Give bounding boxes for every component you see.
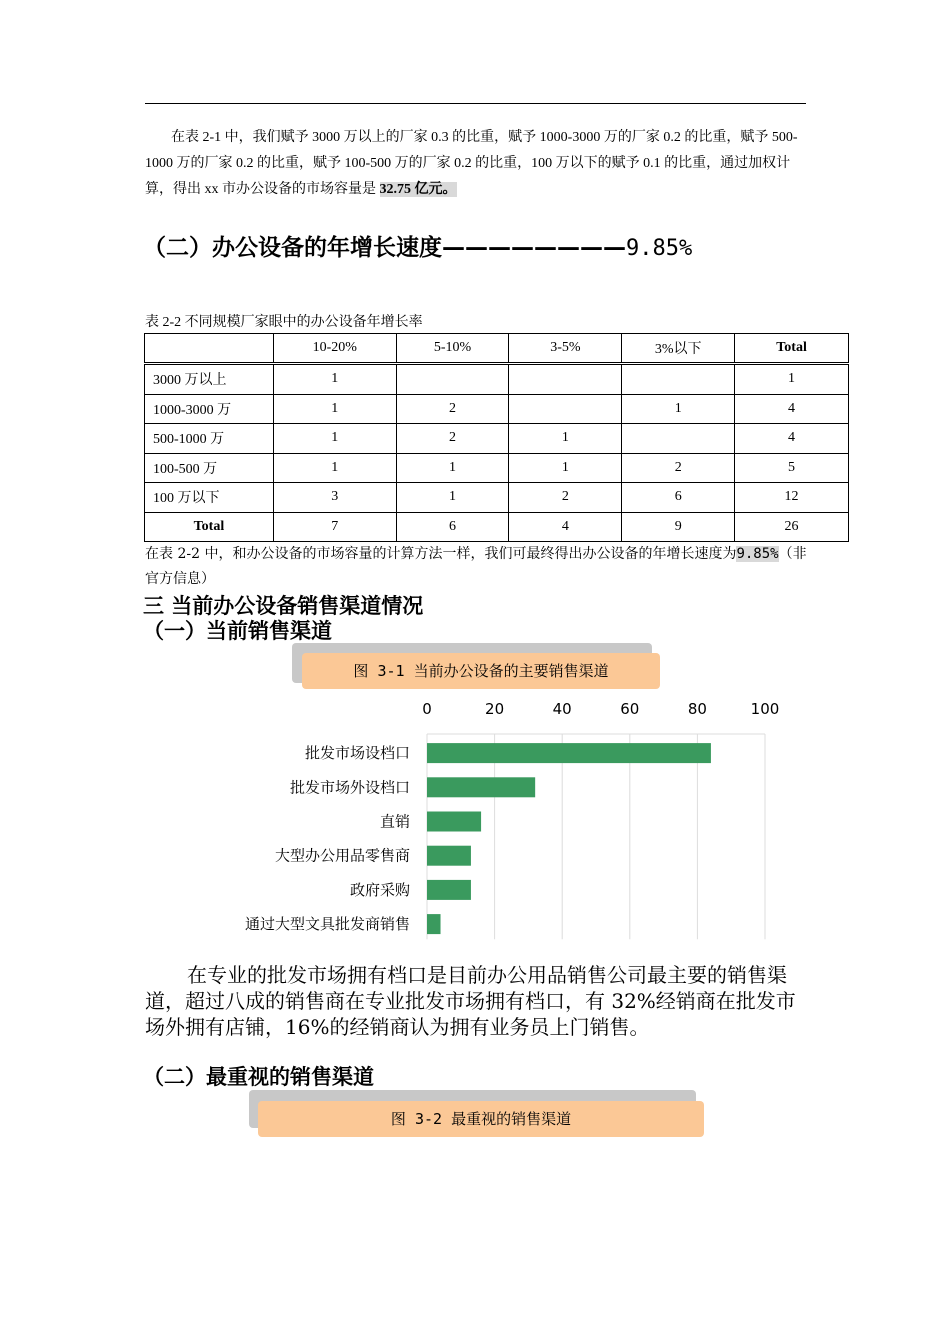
header-rule xyxy=(145,103,806,104)
table-cell: 1 xyxy=(509,424,622,454)
bar xyxy=(427,880,471,900)
table-cell: 6 xyxy=(622,483,735,513)
row-label: 1000-3000 万 xyxy=(145,394,274,424)
header-cell: 3-5% xyxy=(509,334,622,364)
table-cell: 2 xyxy=(509,483,622,513)
table-header-row xyxy=(145,334,849,364)
x-tick-label: 40 xyxy=(552,700,572,718)
header-cell: 3%以下 xyxy=(622,334,735,364)
figure1-caption-text: 图 3-1 当前办公设备的主要销售渠道 xyxy=(353,662,609,680)
table-total-row xyxy=(145,512,849,542)
section-heading: 三 当前办公设备销售渠道情况 xyxy=(143,594,424,618)
header-cell: 5-10% xyxy=(396,334,509,364)
heading-growth-value: 9.85% xyxy=(626,236,693,261)
growth-rate-table xyxy=(144,333,849,542)
table-row xyxy=(145,364,849,395)
table-cell: 6 xyxy=(396,512,509,542)
header-cell: Total xyxy=(735,334,849,364)
header-cell: 10-20% xyxy=(273,334,396,364)
table-cell: 4 xyxy=(509,512,622,542)
row-label: Total xyxy=(145,512,274,542)
row-label: 100 万以下 xyxy=(145,483,274,513)
table-cell: 1 xyxy=(509,453,622,483)
table-cell: 2 xyxy=(622,453,735,483)
x-tick-label: 100 xyxy=(750,700,780,718)
subsection-heading-2: （二）最重视的销售渠道 xyxy=(143,1065,374,1089)
paragraph-growth-rate xyxy=(145,542,815,592)
category-label: 政府采购 xyxy=(349,880,410,899)
x-tick-label: 20 xyxy=(485,700,505,718)
market-capacity-value: 32.75 亿元。 xyxy=(379,182,457,197)
subsection-heading: （一）当前销售渠道 xyxy=(143,619,332,643)
table-cell: 1 xyxy=(735,364,849,395)
table-cell: 3 xyxy=(273,483,396,513)
table-cell: 7 xyxy=(273,512,396,542)
x-tick-label: 0 xyxy=(422,700,432,718)
table-row xyxy=(145,483,849,513)
table-cell: 2 xyxy=(396,394,509,424)
category-label: 大型办公用品零售商 xyxy=(274,846,410,865)
table-cell: 1 xyxy=(273,453,396,483)
bar xyxy=(427,914,441,934)
paragraph-text: 在表 2-1 中，我们赋予 3000 万以上的厂家 0.3 的比重，赋予 1000-3000 万的厂家 0.2 的比重，赋予 500-1000 万的厂家 0.2 的比重，赋予 100-500 万的厂家 0.2 的比重，100 万以下的赋予 0.1 的比重，通过加权计算，得出 xx 市办公设备的市场容量是 xyxy=(145,130,798,197)
table-cell: 4 xyxy=(735,424,849,454)
bar xyxy=(427,777,535,797)
table-cell: 1 xyxy=(273,424,396,454)
paragraph-sales-channels: 在专业的批发市场拥有档口是目前办公用品销售公司最主要的销售渠道，超过八成的销售商在专业批发市场拥有档口，有 32%经销商在批发市场外拥有店铺，16%的经销商认为拥有业务员上门销售。 xyxy=(145,963,796,1039)
paragraph-market-capacity xyxy=(145,125,806,203)
category-label: 批发市场外设档口 xyxy=(289,778,410,797)
table-cell xyxy=(509,364,622,395)
table-cell: 1 xyxy=(273,394,396,424)
x-tick-label: 60 xyxy=(620,700,640,718)
table-cell: 1 xyxy=(273,364,396,395)
table-cell: 1 xyxy=(396,453,509,483)
bar xyxy=(427,743,711,763)
table-cell: 9 xyxy=(622,512,735,542)
table-cell: 1 xyxy=(396,483,509,513)
category-label: 通过大型文具批发商销售 xyxy=(244,915,410,934)
figure1-caption xyxy=(302,653,660,689)
paragraph-text: 在表 2-2 中，和办公设备的市场容量的计算方法一样，我们可最终得出办公设备的年增长速度为 xyxy=(145,546,737,562)
table-cell xyxy=(396,364,509,395)
table-caption: 表 2-2 不同规模厂家眼中的办公设备年增长率 xyxy=(145,315,423,330)
table-cell: 12 xyxy=(735,483,849,513)
header-cell xyxy=(145,334,274,364)
table-cell xyxy=(622,364,735,395)
table-row xyxy=(145,424,849,454)
table-cell: 26 xyxy=(735,512,849,542)
sales-channel-bar-chart xyxy=(150,694,800,944)
category-label: 批发市场设档口 xyxy=(304,744,410,763)
table-cell: 5 xyxy=(735,453,849,483)
table-cell: 4 xyxy=(735,394,849,424)
table-cell: 1 xyxy=(622,394,735,424)
table-cell xyxy=(622,424,735,454)
bar xyxy=(427,812,481,832)
figure2-caption xyxy=(258,1101,704,1137)
heading-growth-label: （二）办公设备的年增长速度———————— xyxy=(143,235,626,261)
table-row xyxy=(145,453,849,483)
growth-rate-value: 9.85% xyxy=(736,546,779,562)
row-label: 500-1000 万 xyxy=(145,424,274,454)
table-row xyxy=(145,394,849,424)
table-cell: 2 xyxy=(396,424,509,454)
category-label: 直销 xyxy=(379,812,410,831)
x-tick-label: 80 xyxy=(687,700,707,718)
row-label: 3000 万以上 xyxy=(145,364,274,395)
heading-growth-rate xyxy=(143,229,692,262)
row-label: 100-500 万 xyxy=(145,453,274,483)
figure2-caption-text: 图 3-2 最重视的销售渠道 xyxy=(390,1110,572,1128)
bar xyxy=(427,846,471,866)
table-cell xyxy=(509,394,622,424)
paragraph-suffix: （非官方信息） xyxy=(145,546,807,587)
